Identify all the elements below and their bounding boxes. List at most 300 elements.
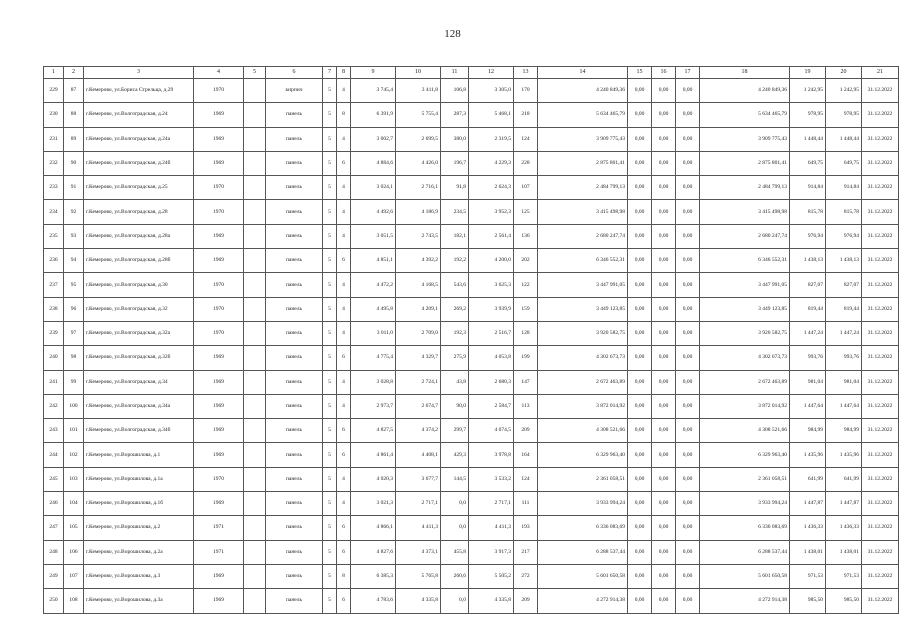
- table-cell: панель: [266, 516, 323, 540]
- table-cell: 31.12.2022: [862, 273, 899, 297]
- column-header: 2: [64, 67, 84, 79]
- table-cell: 1 447,87: [790, 492, 826, 516]
- table-cell: 1969: [194, 394, 244, 418]
- table-cell: 31.12.2022: [862, 224, 899, 248]
- table-cell: 93: [64, 224, 84, 248]
- table-cell: 89: [64, 127, 84, 151]
- table-cell: 3 011,0: [351, 321, 396, 345]
- table-cell: 2 875 801,41: [538, 151, 628, 175]
- table-cell: 6: [337, 516, 351, 540]
- table-cell: 242: [44, 394, 64, 418]
- table-cell: 4 335,8: [469, 589, 514, 613]
- table-cell: 0,00: [628, 516, 652, 540]
- column-header: 8: [337, 67, 351, 79]
- table-cell: 95: [64, 273, 84, 297]
- table-cell: 5 601 650,58: [700, 564, 790, 588]
- table-cell: 299,7: [441, 419, 469, 443]
- address-cell: г.Кемерово, ул.Волгоградская, д.34: [84, 370, 194, 394]
- table-cell: 4: [337, 492, 351, 516]
- table-cell: [244, 370, 266, 394]
- table-cell: 1 448,44: [790, 127, 826, 151]
- table-cell: 1969: [194, 224, 244, 248]
- table-cell: 3 305,0: [469, 79, 514, 103]
- table-cell: 0,00: [652, 467, 676, 491]
- table-cell: 31.12.2022: [862, 492, 899, 516]
- table-cell: 4 200,0: [469, 249, 514, 273]
- table-row: [44, 419, 899, 443]
- table-cell: панель: [266, 492, 323, 516]
- table-cell: 104: [64, 492, 84, 516]
- table-cell: 1969: [194, 564, 244, 588]
- table-cell: 249: [44, 564, 64, 588]
- address-cell: г.Кемерово, ул.Волгоградская, д.34б: [84, 419, 194, 443]
- table-cell: 4 272 914,38: [700, 589, 790, 613]
- table-row: [44, 443, 899, 467]
- table-cell: 914,84: [826, 176, 862, 200]
- table-cell: 3 920 582,75: [538, 321, 628, 345]
- table-cell: 5 505,2: [469, 564, 514, 588]
- table-cell: 275,9: [441, 346, 469, 370]
- table-cell: 0,00: [628, 200, 652, 224]
- table-cell: 31.12.2022: [862, 346, 899, 370]
- table-cell: 0,00: [676, 273, 700, 297]
- table-cell: 5: [323, 516, 337, 540]
- column-header: 18: [700, 67, 790, 79]
- table-cell: 0,00: [652, 103, 676, 127]
- table-cell: 31.12.2022: [862, 297, 899, 321]
- table-cell: 978,95: [790, 103, 826, 127]
- table-cell: 92: [64, 200, 84, 224]
- table-cell: 0,00: [652, 249, 676, 273]
- table-cell: 985,50: [826, 589, 862, 613]
- table-cell: 4 411,3: [469, 516, 514, 540]
- table-cell: 0,00: [676, 443, 700, 467]
- table-cell: 819,44: [790, 297, 826, 321]
- table-cell: [244, 200, 266, 224]
- table-cell: 5 755,4: [396, 103, 441, 127]
- table-cell: [244, 224, 266, 248]
- table-cell: 5: [323, 103, 337, 127]
- table-cell: 2 672 463,89: [538, 370, 628, 394]
- table-cell: 4 373,1: [396, 540, 441, 564]
- table-cell: 231: [44, 127, 64, 151]
- table-cell: 6 329 963,40: [538, 443, 628, 467]
- table-cell: 4 866,1: [351, 516, 396, 540]
- table-cell: 4: [337, 200, 351, 224]
- table-cell: 124: [514, 467, 538, 491]
- column-header: 4: [194, 67, 244, 79]
- table-cell: 87: [64, 79, 84, 103]
- table-cell: 5: [323, 151, 337, 175]
- table-cell: 90: [64, 151, 84, 175]
- table-cell: 105: [64, 516, 84, 540]
- table-cell: 5: [323, 127, 337, 151]
- table-cell: 3 872 014,92: [538, 394, 628, 418]
- column-number-row: [44, 67, 899, 79]
- table-cell: 31.12.2022: [862, 249, 899, 273]
- table-cell: 3 024,1: [351, 176, 396, 200]
- table-cell: 1970: [194, 467, 244, 491]
- table-cell: 2 680 247,74: [700, 224, 790, 248]
- table-cell: 0,00: [652, 516, 676, 540]
- table-cell: панель: [266, 370, 323, 394]
- table-cell: 649,75: [826, 151, 862, 175]
- table-cell: 3 745,4: [351, 79, 396, 103]
- table-cell: 228: [514, 151, 538, 175]
- table-cell: 248: [44, 540, 64, 564]
- table-cell: 2 973,7: [351, 394, 396, 418]
- table-cell: [244, 297, 266, 321]
- table-cell: 0,00: [652, 79, 676, 103]
- table-cell: 3 677,7: [396, 467, 441, 491]
- table-cell: 4: [337, 273, 351, 297]
- table-cell: 981,04: [790, 370, 826, 394]
- table-cell: 1969: [194, 151, 244, 175]
- table-cell: 0,00: [676, 103, 700, 127]
- table-cell: 235: [44, 224, 64, 248]
- table-cell: 240: [44, 346, 64, 370]
- table-cell: [244, 467, 266, 491]
- column-header: 6: [266, 67, 323, 79]
- table-cell: 0,00: [676, 419, 700, 443]
- table-cell: 2 484 799,13: [700, 176, 790, 200]
- table-cell: 3 625,3: [469, 273, 514, 297]
- table-cell: панель: [266, 200, 323, 224]
- table-cell: 0,00: [628, 564, 652, 588]
- address-cell: г.Кемерово, ул.Волгоградская, д.28б: [84, 249, 194, 273]
- table-cell: 5 601 650,58: [538, 564, 628, 588]
- table-cell: 1969: [194, 443, 244, 467]
- table-cell: 0,00: [628, 467, 652, 491]
- table-cell: 5: [323, 370, 337, 394]
- table-cell: 4 335,8: [396, 589, 441, 613]
- table-row: [44, 151, 899, 175]
- table-cell: 4: [337, 370, 351, 394]
- table-cell: 1970: [194, 176, 244, 200]
- table-cell: 31.12.2022: [862, 176, 899, 200]
- table-cell: [244, 394, 266, 418]
- table-cell: [244, 176, 266, 200]
- table-cell: 241: [44, 370, 64, 394]
- table-cell: 0,00: [628, 589, 652, 613]
- table-cell: 1 447,64: [826, 394, 862, 418]
- address-cell: г.Кемерово, ул.Волгоградская, д.30: [84, 273, 194, 297]
- table-cell: 0,00: [676, 589, 700, 613]
- table-cell: 199: [514, 346, 538, 370]
- table-cell: 5: [323, 321, 337, 345]
- table-row: [44, 297, 899, 321]
- table-cell: 1 435,96: [790, 443, 826, 467]
- table-cell: 5: [323, 249, 337, 273]
- table-cell: панель: [266, 297, 323, 321]
- page-number: 128: [444, 28, 461, 40]
- table-cell: 0,00: [628, 79, 652, 103]
- table-cell: 6: [337, 151, 351, 175]
- table-cell: 4 392,2: [396, 249, 441, 273]
- column-header: 7: [323, 67, 337, 79]
- table-cell: 2 680,3: [469, 370, 514, 394]
- table-cell: 100: [64, 394, 84, 418]
- table-cell: 250: [44, 589, 64, 613]
- table-row: [44, 176, 899, 200]
- table-cell: 6 288 537,44: [700, 540, 790, 564]
- table-cell: 244: [44, 443, 64, 467]
- table-cell: 247: [44, 516, 64, 540]
- table-cell: 0,00: [628, 394, 652, 418]
- table-cell: 3 415 498,98: [538, 200, 628, 224]
- table-cell: 5: [323, 492, 337, 516]
- table-cell: 4 308 521,66: [700, 419, 790, 443]
- table-cell: 2 709,0: [396, 321, 441, 345]
- table-cell: 2 484 799,13: [538, 176, 628, 200]
- table-cell: 1969: [194, 249, 244, 273]
- table-row: [44, 321, 899, 345]
- table-cell: 0,00: [628, 443, 652, 467]
- table-cell: [244, 419, 266, 443]
- table-cell: 0,0: [441, 589, 469, 613]
- table-cell: 0,00: [676, 249, 700, 273]
- table-cell: 31.12.2022: [862, 321, 899, 345]
- table-cell: 230: [44, 103, 64, 127]
- table-cell: 107: [64, 564, 84, 588]
- table-cell: 6: [337, 589, 351, 613]
- table-cell: 234: [44, 200, 64, 224]
- table-cell: 6 391,9: [351, 103, 396, 127]
- table-cell: 31.12.2022: [862, 443, 899, 467]
- address-cell: г.Кемерово, ул.Ворошилова, д.2а: [84, 540, 194, 564]
- table-cell: панель: [266, 589, 323, 613]
- table-cell: 0,00: [676, 467, 700, 491]
- table-cell: 827,07: [790, 273, 826, 297]
- table-cell: 3 909 775,43: [700, 127, 790, 151]
- table-cell: 4 302 673,73: [538, 346, 628, 370]
- table-cell: 0,00: [628, 492, 652, 516]
- table-cell: 0,00: [628, 249, 652, 273]
- table-cell: 4 240 849,36: [538, 79, 628, 103]
- table-cell: 218: [514, 103, 538, 127]
- address-cell: г.Кемерово, ул.Ворошилова, д.3: [84, 564, 194, 588]
- table-cell: 0,00: [628, 419, 652, 443]
- table-cell: 98: [64, 346, 84, 370]
- table-cell: 2 724,1: [396, 370, 441, 394]
- table-cell: 0,00: [652, 492, 676, 516]
- table-cell: 0,00: [676, 346, 700, 370]
- table-cell: 4 308 521,66: [538, 419, 628, 443]
- table-cell: 0,00: [628, 321, 652, 345]
- table-cell: 0,00: [652, 176, 676, 200]
- table-cell: 233: [44, 176, 64, 200]
- table-cell: 2 699,5: [396, 127, 441, 151]
- table-cell: 1 436,33: [826, 516, 862, 540]
- table-cell: 1969: [194, 589, 244, 613]
- table-cell: 1969: [194, 492, 244, 516]
- table-cell: 0,00: [676, 127, 700, 151]
- table-cell: 1970: [194, 200, 244, 224]
- table-cell: 3 933 994,24: [700, 492, 790, 516]
- table-cell: 193: [514, 516, 538, 540]
- table-cell: 106,8: [441, 79, 469, 103]
- table-cell: 1970: [194, 273, 244, 297]
- table-cell: 2 561,4: [469, 224, 514, 248]
- address-cell: г.Кемерово, ул.Ворошилова, д.1а: [84, 467, 194, 491]
- address-cell: г.Кемерово, ул.Волгоградская, д.32б: [84, 346, 194, 370]
- table-cell: 0,00: [676, 176, 700, 200]
- table-cell: 0,00: [676, 516, 700, 540]
- table-row: [44, 589, 899, 613]
- table-cell: 543,6: [441, 273, 469, 297]
- table-cell: 2 717,1: [396, 492, 441, 516]
- table-cell: панель: [266, 394, 323, 418]
- table-cell: 1 447,24: [826, 321, 862, 345]
- table-cell: 3 939,9: [469, 297, 514, 321]
- table-cell: 113: [514, 394, 538, 418]
- table-cell: 4 495,8: [351, 297, 396, 321]
- table-cell: [244, 79, 266, 103]
- table-cell: 217: [514, 540, 538, 564]
- table-row: [44, 516, 899, 540]
- table-cell: 5 765,8: [396, 564, 441, 588]
- table-cell: 984,99: [826, 419, 862, 443]
- building-registry-table: [43, 66, 899, 614]
- table-cell: 4 426,0: [396, 151, 441, 175]
- table-cell: 0,00: [628, 127, 652, 151]
- table-cell: 164: [514, 443, 538, 467]
- table-row: [44, 103, 899, 127]
- table-row: [44, 200, 899, 224]
- table-cell: 1970: [194, 321, 244, 345]
- table-cell: 4 775,4: [351, 346, 396, 370]
- table-row: [44, 249, 899, 273]
- column-header: 16: [652, 67, 676, 79]
- table-cell: 3 028,8: [351, 370, 396, 394]
- table-cell: 985,50: [790, 589, 826, 613]
- table-cell: 8: [337, 103, 351, 127]
- table-cell: [244, 103, 266, 127]
- table-cell: 287,3: [441, 103, 469, 127]
- table-cell: 144,5: [441, 467, 469, 491]
- table-cell: 229: [44, 79, 64, 103]
- table-cell: 272: [514, 564, 538, 588]
- table-cell: 31.12.2022: [862, 103, 899, 127]
- address-cell: г.Кемерово, ул.Волгоградская, д.28: [84, 200, 194, 224]
- table-cell: 31.12.2022: [862, 127, 899, 151]
- table-cell: 3 917,3: [469, 540, 514, 564]
- table-cell: 1969: [194, 346, 244, 370]
- column-header: 11: [441, 67, 469, 79]
- table-cell: [244, 273, 266, 297]
- column-header: 17: [676, 67, 700, 79]
- table-cell: 1970: [194, 297, 244, 321]
- table-cell: [244, 443, 266, 467]
- table-cell: 260,6: [441, 564, 469, 588]
- address-cell: г.Кемерово, ул.Бориса Стрельца, д.29: [84, 79, 194, 103]
- table-cell: 234,5: [441, 200, 469, 224]
- table-cell: 182,1: [441, 224, 469, 248]
- table-cell: 43,8: [441, 370, 469, 394]
- table-cell: 4 168,5: [396, 273, 441, 297]
- table-row: [44, 467, 899, 491]
- table-cell: 1969: [194, 103, 244, 127]
- table-cell: 971,53: [790, 564, 826, 588]
- table-cell: 31.12.2022: [862, 564, 899, 588]
- table-cell: 6: [337, 346, 351, 370]
- table-cell: 0,00: [652, 394, 676, 418]
- table-cell: 1969: [194, 419, 244, 443]
- table-cell: панель: [266, 540, 323, 564]
- table-cell: 819,44: [826, 297, 862, 321]
- table-cell: 4: [337, 176, 351, 200]
- table-cell: 31.12.2022: [862, 200, 899, 224]
- table-cell: 5: [323, 419, 337, 443]
- table-cell: 0,00: [652, 419, 676, 443]
- table-cell: 4 827,6: [351, 540, 396, 564]
- table-cell: 5: [323, 467, 337, 491]
- table-cell: 8: [337, 564, 351, 588]
- table-cell: 1 447,87: [826, 492, 862, 516]
- table-cell: 3 021,3: [351, 492, 396, 516]
- table-cell: 2 680 247,74: [538, 224, 628, 248]
- table-cell: 202: [514, 249, 538, 273]
- table-cell: [244, 346, 266, 370]
- table-cell: 815,78: [826, 200, 862, 224]
- table-cell: 96: [64, 297, 84, 321]
- table-cell: 209: [514, 419, 538, 443]
- table-cell: 0,00: [628, 370, 652, 394]
- address-cell: г.Кемерово, ул.Волгоградская, д.32а: [84, 321, 194, 345]
- table-cell: 5: [323, 176, 337, 200]
- table-cell: 4 374,2: [396, 419, 441, 443]
- table-cell: 6: [337, 249, 351, 273]
- table-cell: 0,00: [628, 346, 652, 370]
- table-cell: 1 242,95: [790, 79, 826, 103]
- table-cell: 827,07: [826, 273, 862, 297]
- table-cell: 31.12.2022: [862, 516, 899, 540]
- table-cell: 976,94: [790, 224, 826, 248]
- table-cell: [244, 151, 266, 175]
- table-cell: 5: [323, 564, 337, 588]
- table-body: [44, 79, 899, 614]
- address-cell: г.Кемерово, ул.Ворошилова, д.1: [84, 443, 194, 467]
- table-cell: 1 447,64: [790, 394, 826, 418]
- table-cell: 1 436,33: [790, 516, 826, 540]
- table-cell: 0,00: [676, 200, 700, 224]
- table-cell: 0,00: [628, 224, 652, 248]
- table-cell: 1969: [194, 370, 244, 394]
- table-cell: 0,00: [676, 394, 700, 418]
- table-cell: 380,0: [441, 127, 469, 151]
- table-cell: 246: [44, 492, 64, 516]
- table-cell: панель: [266, 103, 323, 127]
- table-cell: 2 674,7: [396, 394, 441, 418]
- table-cell: 192,3: [441, 321, 469, 345]
- table-cell: 5 468,1: [469, 103, 514, 127]
- table-cell: 3 002,7: [351, 127, 396, 151]
- table-cell: [244, 516, 266, 540]
- table-cell: 2 584,7: [469, 394, 514, 418]
- table-row: [44, 346, 899, 370]
- table-cell: 4 272 914,38: [538, 589, 628, 613]
- table-cell: 2 717,1: [469, 492, 514, 516]
- table-row: [44, 564, 899, 588]
- table-cell: панель: [266, 249, 323, 273]
- table-cell: 2 319,5: [469, 127, 514, 151]
- table-cell: 3 920 582,75: [700, 321, 790, 345]
- table-cell: 5 634 465,79: [538, 103, 628, 127]
- table-cell: 4 209,1: [396, 297, 441, 321]
- table-cell: [244, 540, 266, 564]
- table-cell: 5: [323, 540, 337, 564]
- table-cell: 0,00: [628, 151, 652, 175]
